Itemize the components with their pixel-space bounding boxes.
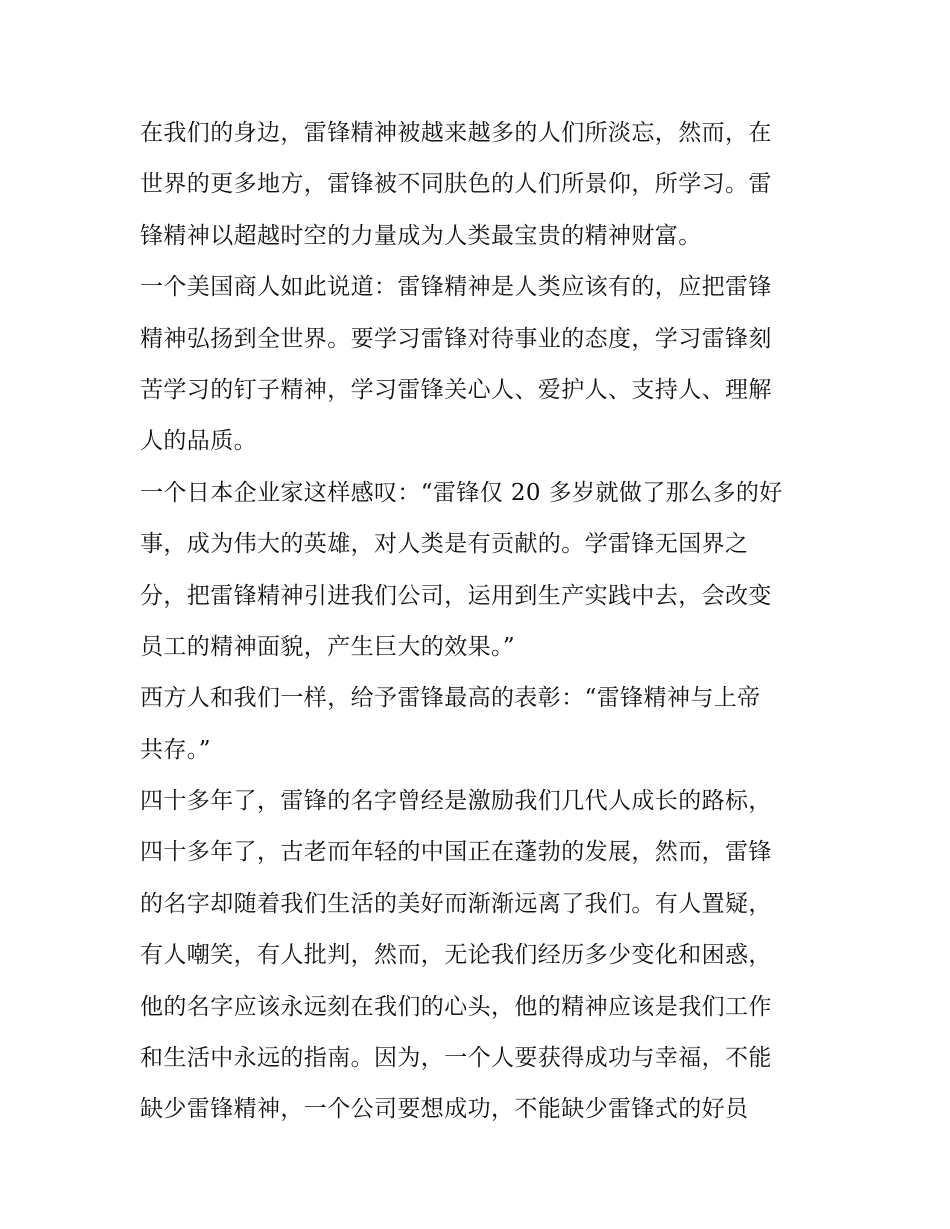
text-line: 有人嘲笑，有人批判，然而，无论我们经历多少变化和困惑， — [140, 942, 772, 969]
text-line: 和生活中永远的指南。因为，一个人要获得成功与幸福，不能 — [140, 1045, 772, 1072]
document-body — [140, 108, 820, 1136]
text-line: 一个日本企业家这样感叹：“雷锋仅 20 多岁就做了那么多的好 — [140, 479, 783, 506]
text-line: 锋精神以超越时空的力量成为人类最宝贵的精神财富。 — [140, 222, 702, 249]
text-line: 四十多年了，雷锋的名字曾经是激励我们几代人成长的路标， — [140, 788, 772, 815]
text-line: 一个美国商人如此说道：雷锋精神是人类应该有的，应把雷锋 — [140, 274, 772, 301]
text-line: 事，成为伟大的英雄，对人类是有贡献的。学雷锋无国界之 — [140, 531, 749, 558]
text-line: 人的品质。 — [140, 428, 257, 455]
text-line: 缺少雷锋精神，一个公司要想成功，不能缺少雷锋式的好员 — [140, 1096, 749, 1123]
text-line: 分，把雷锋精神引进我们公司，运用到生产实践中去，会改变 — [140, 582, 772, 609]
text-line: 精神弘扬到全世界。要学习雷锋对待事业的态度，学习雷锋刻 — [140, 325, 772, 352]
text-line: 共存。” — [140, 736, 211, 763]
text-line: 员工的精神面貌，产生巨大的效果。” — [140, 633, 516, 660]
text-line: 西方人和我们一样，给予雷锋最高的表彰：“雷锋精神与上帝 — [140, 685, 761, 712]
text-line: 在我们的身边，雷锋精神被越来越多的人们所淡忘，然而，在 — [140, 120, 772, 146]
text-line: 世界的更多地方，雷锋被不同肤色的人们所景仰，所学习。雷 — [140, 171, 772, 198]
text-line: 他的名字应该永远刻在我们的心头，他的精神应该是我们工作 — [140, 993, 772, 1020]
text-line: 的名字却随着我们生活的美好而渐渐远离了我们。有人置疑， — [140, 890, 772, 917]
text-line: 苦学习的钉子精神，学习雷锋关心人、爱护人、支持人、理解 — [140, 376, 772, 403]
text-line: 四十多年了，古老而年轻的中国正在蓬勃的发展，然而，雷锋 — [140, 839, 772, 866]
